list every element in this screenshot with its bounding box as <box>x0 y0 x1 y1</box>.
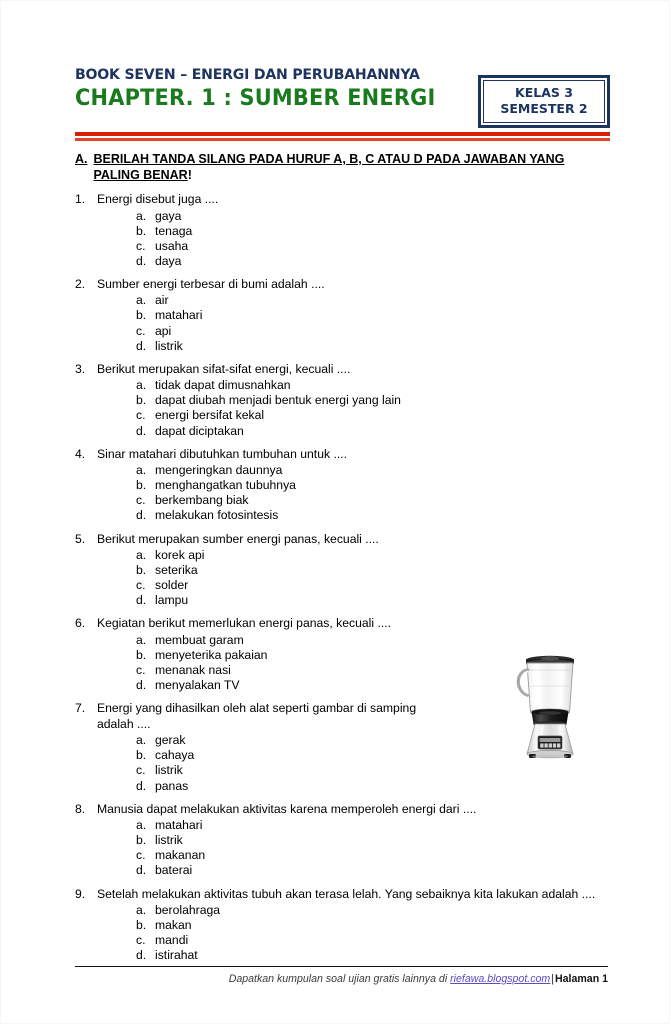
option-text: cahaya <box>155 748 195 763</box>
option-text: energi bersifat kekal <box>155 408 265 423</box>
grade-semester: SEMESTER 2 <box>500 101 588 116</box>
option-letter: c. <box>136 408 146 423</box>
option-letter: d. <box>136 778 147 793</box>
option-list <box>136 463 610 523</box>
option-item[interactable] <box>136 493 610 508</box>
question-number: 8. <box>75 801 86 816</box>
option-item[interactable] <box>136 779 610 794</box>
grade-box-inner <box>483 80 605 123</box>
book-title: BOOK SEVEN – ENERGI DAN PERUBAHANNYA <box>75 67 420 83</box>
option-letter: b. <box>136 223 147 238</box>
question-text: Berikut merupakan sumber energi panas, kecuali .... <box>97 531 379 546</box>
blender-icon <box>505 650 595 768</box>
option-text: gaya <box>155 208 182 223</box>
option-letter: c. <box>136 493 146 508</box>
page-footer <box>75 966 608 986</box>
header-divider-rule <box>75 132 610 138</box>
option-text: seterika <box>155 563 198 578</box>
option-letter: d. <box>136 593 147 608</box>
option-item[interactable] <box>136 478 610 493</box>
option-text: menyeterika pakaian <box>155 647 268 662</box>
option-letter: c. <box>136 663 146 678</box>
footer-divider <box>75 966 608 967</box>
question-number: 9. <box>75 886 86 901</box>
question-item <box>75 802 610 879</box>
option-letter: a. <box>136 548 147 562</box>
option-letter: b. <box>136 308 147 323</box>
option-text: membuat garam <box>155 632 244 647</box>
question-number: 4. <box>75 446 86 461</box>
option-letter: a. <box>136 463 147 478</box>
question-text: Manusia dapat melakukan aktivitas karena memperoleh energi dari .... <box>97 801 477 816</box>
option-letter: d. <box>136 423 147 438</box>
option-item[interactable] <box>136 324 610 339</box>
option-item[interactable] <box>136 578 610 593</box>
option-letter: d. <box>136 678 147 693</box>
option-item[interactable] <box>136 563 610 578</box>
option-letter: c. <box>136 238 146 253</box>
question-text: Energi disebut juga .... <box>97 192 219 206</box>
option-item[interactable] <box>136 833 610 848</box>
section-instruction-tail: ! <box>187 167 192 182</box>
option-text: mandi <box>155 933 189 948</box>
option-letter: b. <box>136 918 147 933</box>
option-letter: a. <box>136 818 147 833</box>
option-text: air <box>155 293 169 308</box>
option-item[interactable] <box>136 308 610 323</box>
grade-class: KELAS 3 <box>515 85 573 100</box>
section-instruction-underlined: BERILAH TANDA SILANG PADA HURUF A, B, C ATAU D PADA JAWABAN YANG PALING BENAR <box>93 152 565 182</box>
question-item <box>75 887 610 964</box>
footer-link[interactable]: riefawa.blogspot.com <box>450 973 551 985</box>
question-item <box>75 532 610 609</box>
section-letter: A. <box>75 152 88 166</box>
option-list <box>136 378 610 438</box>
option-text: dapat diciptakan <box>155 423 244 438</box>
option-letter: c. <box>136 323 146 338</box>
option-text: solder <box>155 578 189 593</box>
option-item[interactable] <box>136 548 610 563</box>
option-item[interactable] <box>136 393 610 408</box>
section-instruction <box>94 152 586 183</box>
option-list <box>136 903 610 963</box>
option-list <box>136 818 610 878</box>
option-letter: c. <box>136 933 146 948</box>
question-text: Sumber energi terbesar di bumi adalah .... <box>97 276 325 291</box>
option-letter: d. <box>136 948 147 963</box>
option-letter: d. <box>136 508 147 523</box>
footer-caption: Dapatkan kumpulan soal ujian gratis lainnya di <box>228 973 448 985</box>
question-text: Kegiatan berikut memerlukan energi panas, kecuali .... <box>97 616 392 631</box>
blender-illustration <box>505 650 595 768</box>
option-letter: d. <box>136 253 147 268</box>
option-text: istirahat <box>155 948 198 963</box>
option-item[interactable] <box>136 818 610 833</box>
question-item <box>75 277 610 354</box>
option-item[interactable] <box>136 254 610 269</box>
option-text: gerak <box>155 733 186 748</box>
option-text: melakukan fotosintesis <box>155 508 279 523</box>
option-item[interactable] <box>136 209 610 224</box>
option-letter: c. <box>136 763 146 778</box>
option-text: menghangatkan tubuhnya <box>155 478 296 493</box>
question-number: 1. <box>75 192 86 206</box>
option-letter: b. <box>136 393 147 408</box>
option-item[interactable] <box>136 863 610 878</box>
chapter-title: CHAPTER. 1 : SUMBER ENERGI <box>75 86 436 111</box>
question-text: Sinar matahari dibutuhkan tumbuhan untuk .... <box>97 446 347 461</box>
question-number: 3. <box>75 361 86 376</box>
option-item[interactable] <box>136 903 610 918</box>
option-text: matahari <box>155 818 203 833</box>
option-text: matahari <box>155 308 203 323</box>
option-text: usaha <box>155 238 189 253</box>
option-text: listrik <box>155 338 183 353</box>
option-letter: c. <box>136 578 146 593</box>
option-text: daya <box>155 253 182 268</box>
option-letter: a. <box>136 293 147 308</box>
option-text: panas <box>155 778 189 793</box>
document-header <box>75 66 610 128</box>
question-number: 5. <box>75 531 86 546</box>
grade-box <box>478 75 610 128</box>
option-item[interactable] <box>136 633 610 648</box>
option-item[interactable] <box>136 918 610 933</box>
option-item[interactable] <box>136 408 610 423</box>
option-text: api <box>155 323 172 338</box>
option-text: makanan <box>155 848 206 863</box>
header-titles <box>75 66 475 112</box>
option-item[interactable] <box>136 508 610 523</box>
option-item[interactable] <box>136 593 610 608</box>
option-letter: d. <box>136 863 147 878</box>
option-letter: b. <box>136 478 147 493</box>
option-letter: c. <box>136 848 146 863</box>
option-letter: a. <box>136 632 147 647</box>
option-text: makan <box>155 918 192 933</box>
option-text: dapat diubah menjadi bentuk energi yang lain <box>155 393 401 408</box>
document-content <box>75 66 610 971</box>
option-list <box>136 209 610 269</box>
option-text: listrik <box>155 763 183 778</box>
option-text: korek api <box>155 548 205 562</box>
option-item[interactable] <box>136 463 610 478</box>
option-text: berkembang biak <box>155 493 249 508</box>
footer-text <box>75 972 608 986</box>
option-letter: b. <box>136 833 147 848</box>
option-letter: a. <box>136 903 147 917</box>
option-text: baterai <box>155 863 193 878</box>
option-item[interactable] <box>136 224 610 239</box>
option-letter: a. <box>136 733 147 748</box>
option-letter: b. <box>136 647 147 662</box>
option-letter: d. <box>136 338 147 353</box>
option-item[interactable] <box>136 933 610 948</box>
option-item[interactable] <box>136 424 610 439</box>
option-text: listrik <box>155 833 183 848</box>
question-item <box>75 362 610 439</box>
question-item <box>75 447 610 524</box>
option-text: menanak nasi <box>155 663 231 678</box>
option-text: mengeringkan daunnya <box>155 463 283 478</box>
option-letter: a. <box>136 378 147 393</box>
question-number: 6. <box>75 616 86 631</box>
question-number: 2. <box>75 276 86 291</box>
option-item[interactable] <box>136 378 610 393</box>
option-letter: b. <box>136 563 147 578</box>
question-list <box>75 192 610 963</box>
option-item[interactable] <box>136 339 610 354</box>
question-text: Energi yang dihasilkan oleh alat seperti gambar di samping adalah .... <box>97 701 417 731</box>
option-text: berolahraga <box>155 903 221 917</box>
option-letter: b. <box>136 748 147 763</box>
option-item[interactable] <box>136 239 610 254</box>
option-item[interactable] <box>136 848 610 863</box>
option-list <box>136 548 610 608</box>
section-heading <box>75 152 610 183</box>
option-text: tenaga <box>155 223 193 238</box>
question-number: 7. <box>75 701 86 716</box>
question-item <box>75 192 610 269</box>
option-letter: a. <box>136 208 147 223</box>
footer-page-number: Halaman 1 <box>555 973 608 985</box>
option-item[interactable] <box>136 948 610 963</box>
option-list <box>136 293 610 353</box>
option-item[interactable] <box>136 293 610 308</box>
option-text: menyalakan TV <box>155 678 240 693</box>
footer-separator: | <box>551 973 554 985</box>
question-text: Berikut merupakan sifat-sifat energi, kecuali .... <box>97 361 351 376</box>
option-text: lampu <box>155 593 189 608</box>
option-text: tidak dapat dimusnahkan <box>155 378 291 393</box>
question-text: Setelah melakukan aktivitas tubuh akan terasa lelah. Yang sebaiknya kita lakukan adalah .... <box>97 886 596 901</box>
